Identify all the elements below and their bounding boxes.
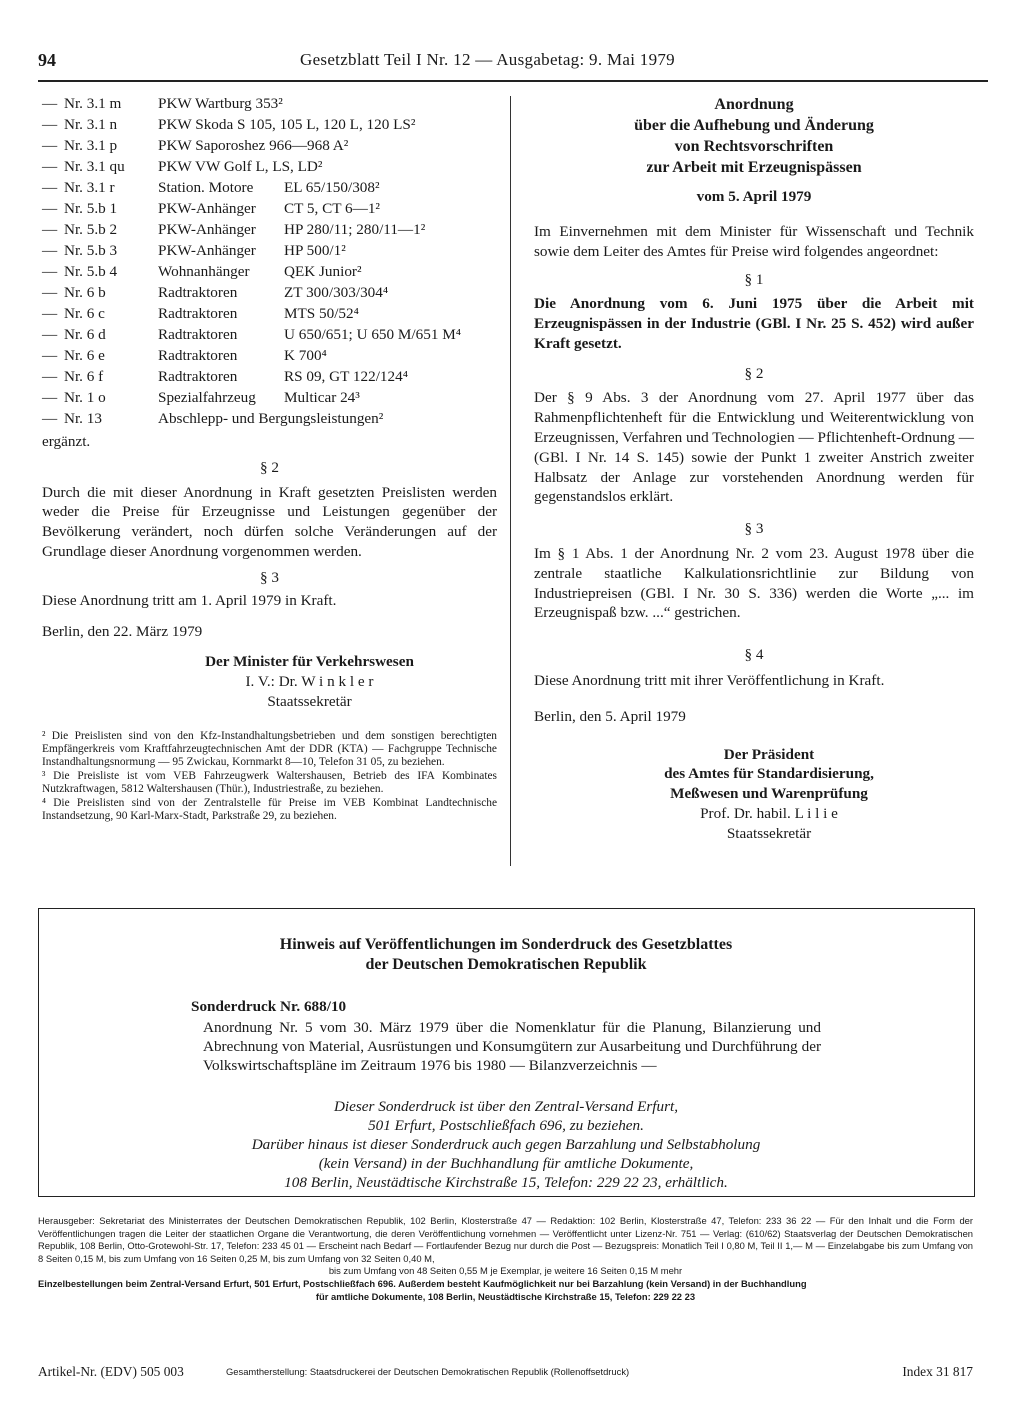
price-list-vehicle: Radtraktoren [158,305,238,322]
left-s2-text: Durch die mit dieser Anordnung in Kraft gesetzten Preislisten werden weder die Preise für Erzeugnisse und Leistungen gegenüber der Bevölkerung verändert, noch dürfen solche Veränderungen auf der Grundlage dieser Anordnung vorgenommen werden. [42,483,497,560]
left-s3-heading: § 3 [260,568,279,586]
price-list-dash: — [42,284,58,301]
imprint-publisher: Herausgeber: Sekretariat des Ministerrates der Deutschen Demokratischen Republik, 102 Berlin, Klosterstraße 47 — Redaktion: 102 Berlin, Klosterstraße 47, Telefon: 233 36 22 — Für den Inhalt und die Form der Veröffentlichungen tragen die Leiter der staatlichen Organe die Verantwortung, die deren Veröffentlichung vornehmen — Veröffentlicht unter Lizenz-Nr. 751 — Verlag: (610/62) Staatsverlag der Deutschen Demokratischen Republik, 108 Berlin, Otto-Grotewohl-Str. 17, Telefon: 233 45 01 — Erscheint nach Bedarf — Fortlaufender Bezug nur durch die Post — Bezugspreis: Monatlich Teil I 0,80 M, Teil II 1,— M — Einzelabgabe bis zum Umfang von 8 Seiten 0,15 M, bis zum Umfang von 16 Seiten 0,25 M, bis zum Umfang von 32 Seiten 0,40 M, [38,1215,973,1264]
price-list-vehicle: Radtraktoren [158,326,238,343]
price-list-dash: — [42,410,58,427]
price-list-row [42,409,497,430]
right-s2-text: Der § 9 Abs. 3 der Anordnung vom 27. April 1977 über das Rahmenpflichtenheft für die Entwicklung und Weiterentwicklung von Erzeugnissen, Verfahren und Technologien — Pflichtenheft-Ordnung — (GBl. I Nr. 14 S. 145) sowie der Punkt 1 zweiter Anstrich zweiter Halbsatz der Anlage zur vorstehenden Anordnung werden für gegenstandslos erklärt. [534,389,974,506]
ordinance-title-line: von Rechtsvorschriften [674,138,834,155]
price-list-dash: — [42,116,58,133]
price-list-nr: Nr. 13 [64,410,102,427]
page-number: 94 [38,50,56,70]
price-list-row [42,115,497,136]
price-list-nr: Nr. 5.b 4 [64,263,118,280]
price-list-vehicle: Wohnanhänger [158,263,250,280]
price-list-vehicle: Radtraktoren [158,347,238,364]
right-s1-heading: § 1 [744,271,764,289]
price-list-dash: — [42,95,58,112]
header-rule [38,80,988,82]
price-list-row [42,136,497,157]
price-list-type: K 700⁴ [284,347,327,364]
imprint [38,1215,973,1303]
right-s3-text: Im § 1 Abs. 1 der Anordnung Nr. 2 vom 23. August 1978 über die zentrale staatliche Kalkulationsrichtlinie zur Bildung von Industriepreisen (GBl. I Nr. 30 S. 336) werden die Worte „... im Erzeugnispaß bzw. ...“ gestrichen. [534,544,974,622]
notice-italic-line: (kein Versand) in der Buchhandlung für amtliche Dokumente, [318,1155,694,1172]
price-list-nr: Nr. 6 e [64,347,105,364]
notice-italic-line: Dieser Sonderdruck ist über den Zentral-Versand Erfurt, [333,1098,679,1115]
left-signature-role: Staatssekretär [267,692,352,710]
price-list-nr: Nr. 3.1 qu [64,158,125,175]
price-list-type: Multicar 24³ [284,389,360,406]
printer-note: Gesamtherstellung: Staatsdruckerei der Deutschen Demokratischen Republik (Rollenoffsetdruck) [226,1366,630,1377]
price-list-vehicle: Radtraktoren [158,368,238,385]
left-s2-heading: § 2 [260,458,279,476]
price-list-nr: Nr. 5.b 2 [64,221,118,238]
notice-italic-line: 501 Erfurt, Postschließfach 696, zu beziehen. [368,1117,644,1134]
right-signature-line: Meßwesen und Warenprüfung [670,785,868,803]
price-list-type: HP 280/11; 280/11—1² [284,221,426,238]
right-column [534,94,974,844]
price-list-row [42,157,497,178]
footnote-4: ⁴ Die Preislisten sind von der Zentralstelle für Preise im VEB Kombinat Landtechnische Instandsetzung, 90 Karl-Marx-Stadt, Parkstraße 29, zu beziehen. [42,796,497,822]
notice-box [38,908,975,1197]
price-list [42,94,497,430]
price-list-nr: Nr. 1 o [64,389,106,406]
price-list-dash: — [42,221,58,238]
price-list-vehicle: Spezialfahrzeug [158,389,256,406]
price-list-vehicle: PKW-Anhänger [158,242,256,259]
price-list-nr: Nr. 6 d [64,326,106,343]
price-list-vehicle: PKW VW Golf L, LS, LD² [158,158,323,175]
left-s3-text: Diese Anordnung tritt am 1. April 1979 in Kraft. [42,591,337,609]
index-number: Index 31 817 [902,1364,973,1379]
price-list-nr: Nr. 6 b [64,284,106,301]
right-signature-role: Staatssekretär [726,824,812,842]
price-list-vehicle: Abschlepp- und Bergungsleistungen² [158,410,384,427]
notice-content [191,935,821,1192]
price-list-row [42,304,497,325]
notice-italic-line: 108 Berlin, Neustädtische Kirchstraße 15, Telefon: 229 22 23, erhältlich. [284,1174,728,1191]
price-list-nr: Nr. 3.1 n [64,116,118,133]
price-list-dash: — [42,326,58,343]
price-list-type: U 650/651; U 650 M/651 M⁴ [284,326,462,343]
right-signature-name: Prof. Dr. habil. L i l i e [700,804,838,822]
footnote-3: ³ Die Preisliste ist vom VEB Fahrzeugwerk Waltershausen, Betrieb des IFA Kombinates Nutzkraftwagen, 5812 Waltershausen (Thür.), Industriestraße, zu beziehen. [42,769,497,796]
price-list-dash: — [42,200,58,217]
ordinance-date: vom 5. April 1979 [696,188,812,205]
price-list-type: QEK Junior² [284,263,362,280]
price-list-dash: — [42,263,58,280]
right-s1-text: Die Anordnung vom 6. Juni 1975 über die Arbeit mit Erzeugnispässen in der Industrie (GBl. I Nr. 25 S. 452) wird außer Kraft gesetzt. [534,295,974,352]
price-list-row [42,346,497,367]
price-list-row [42,283,497,304]
imprint-orders-cont: für amtliche Dokumente, 108 Berlin, Neustädtische Kirchstraße 15, Telefon: 229 22 23 [315,1290,696,1302]
right-s4-text: Diese Anordnung tritt mit ihrer Veröffentlichung in Kraft. [534,671,885,689]
left-place-date: Berlin, den 22. März 1979 [42,623,203,641]
price-list-row [42,199,497,220]
price-list-dash: — [42,347,58,364]
notice-title-line2: der Deutschen Demokratischen Republik [365,956,647,973]
ordinance-title [534,94,974,178]
price-list-type: MTS 50/52⁴ [284,305,359,322]
price-list-vehicle: PKW-Anhänger [158,221,256,238]
price-list-vehicle: Radtraktoren [158,284,238,301]
price-list-vehicle: PKW-Anhänger [158,200,256,217]
price-list-nr: Nr. 5.b 3 [64,242,118,259]
price-list-nr: Nr. 5.b 1 [64,200,118,217]
imprint-price-cont: bis zum Umfang von 48 Seiten 0,55 M je Exemplar, je weitere 16 Seiten 0,15 M mehr [328,1265,683,1277]
right-signature-line: des Amtes für Standardisierung, [664,765,874,783]
ordinance-intro: Im Einvernehmen mit dem Minister für Wissenschaft und Technik sowie dem Leiter des Amtes für Preise wird folgendes angeordnet: [534,222,974,260]
price-list-dash: — [42,368,58,385]
price-list-type: HP 500/1² [284,242,346,259]
price-list-nr: Nr. 3.1 m [64,95,122,112]
price-list-nr: Nr. 3.1 p [64,137,118,154]
right-s4-heading: § 4 [744,646,764,664]
price-list-row [42,220,497,241]
price-list-vehicle: PKW Wartburg 353² [158,95,283,112]
notice-italic-line: Darüber hinaus ist dieser Sonderdruck auch gegen Barzahlung und Selbstabholung [251,1136,761,1153]
price-list-type: ZT 300/303/304⁴ [284,284,389,301]
column-divider [510,96,511,866]
sonderdruck-number: Sonderdruck Nr. 688/10 [191,998,347,1015]
price-list-type: RS 09, GT 122/124⁴ [284,368,408,385]
price-list-row [42,94,497,115]
price-list-row [42,178,497,199]
notice-title-line1: Hinweis auf Veröffentlichungen im Sonderdruck des Gesetzblattes [279,936,733,953]
imprint-orders: Einzelbestellungen beim Zentral-Versand Erfurt, 501 Erfurt, Postschließfach 696. Außerdem besteht Kaufmöglichkeit nur bei Barzahlung (kein Versand) in der Buchhandlung [38,1277,807,1289]
price-list-row [42,388,497,409]
price-list-dash: — [42,179,58,196]
price-list-dash: — [42,242,58,259]
price-list-dash: — [42,137,58,154]
ergaenzt-text: ergänzt. [42,433,91,450]
price-list-row [42,241,497,262]
price-list-vehicle: PKW Skoda S 105, 105 L, 120 L, 120 LS² [158,116,416,133]
price-list-row [42,325,497,346]
right-s2-heading: § 2 [744,364,764,382]
ordinance-title-line: über die Aufhebung und Änderung [634,117,874,134]
price-list-type: CT 5, CT 6—1² [284,200,380,217]
right-s3-heading: § 3 [744,520,764,538]
price-list-nr: Nr. 6 f [64,368,104,385]
price-list-dash: — [42,305,58,322]
price-list-row [42,262,497,283]
page-header [38,50,988,76]
price-list-nr: Nr. 3.1 r [64,179,115,196]
sonderdruck-text: Anordnung Nr. 5 vom 30. März 1979 über die Nomenklatur für die Planung, Bilanzierung und Abrechnung von Material, Ausrüstungen und Konsumgütern zur Ausarbeitung und Durchführung der Volkswirtschaftspläne im Zeitraum 1976 bis 1980 — Bilanzverzeichnis — [203,1019,821,1074]
right-signature-line: Der Präsident [723,745,815,763]
right-signature-block [534,745,974,804]
footnotes [42,730,497,824]
right-place-date: Berlin, den 5. April 1979 [534,707,686,725]
header-title: Gesetzblatt Teil I Nr. 12 — Ausgabetag: 9. Mai 1979 [300,50,675,69]
price-list-dash: — [42,158,58,175]
price-list-vehicle: PKW Saporoshez 966—968 A² [158,137,349,154]
left-column [42,94,497,823]
left-signature-title: Der Minister für Verkehrswesen [205,653,414,671]
footnote-2: ² Die Preislisten sind von den Kfz-Instandhaltungsbetrieben und dem sonstigen berechtigten Empfängerkreis vom Kraftfahrzeugtechnischen Amt der DDR (KTA) — Fachgruppe Technische Instandhaltungsnormung — 95 Zwickau, Kornmarkt 8—10, Telefon 31 05, zu beziehen. [42,729,497,769]
notice-distribution [191,1097,821,1192]
price-list-dash: — [42,389,58,406]
price-list-row [42,367,497,388]
price-list-vehicle: Station. Motore [158,179,254,196]
article-number: Artikel-Nr. (EDV) 505 003 [38,1364,184,1379]
ordinance-title-line: Anordnung [714,96,794,113]
price-list-type: EL 65/150/308² [284,179,380,196]
left-signature-name: I. V.: Dr. W i n k l e r [245,672,374,690]
ordinance-title-line: zur Arbeit mit Erzeugnispässen [646,159,862,176]
price-list-nr: Nr. 6 c [64,305,105,322]
